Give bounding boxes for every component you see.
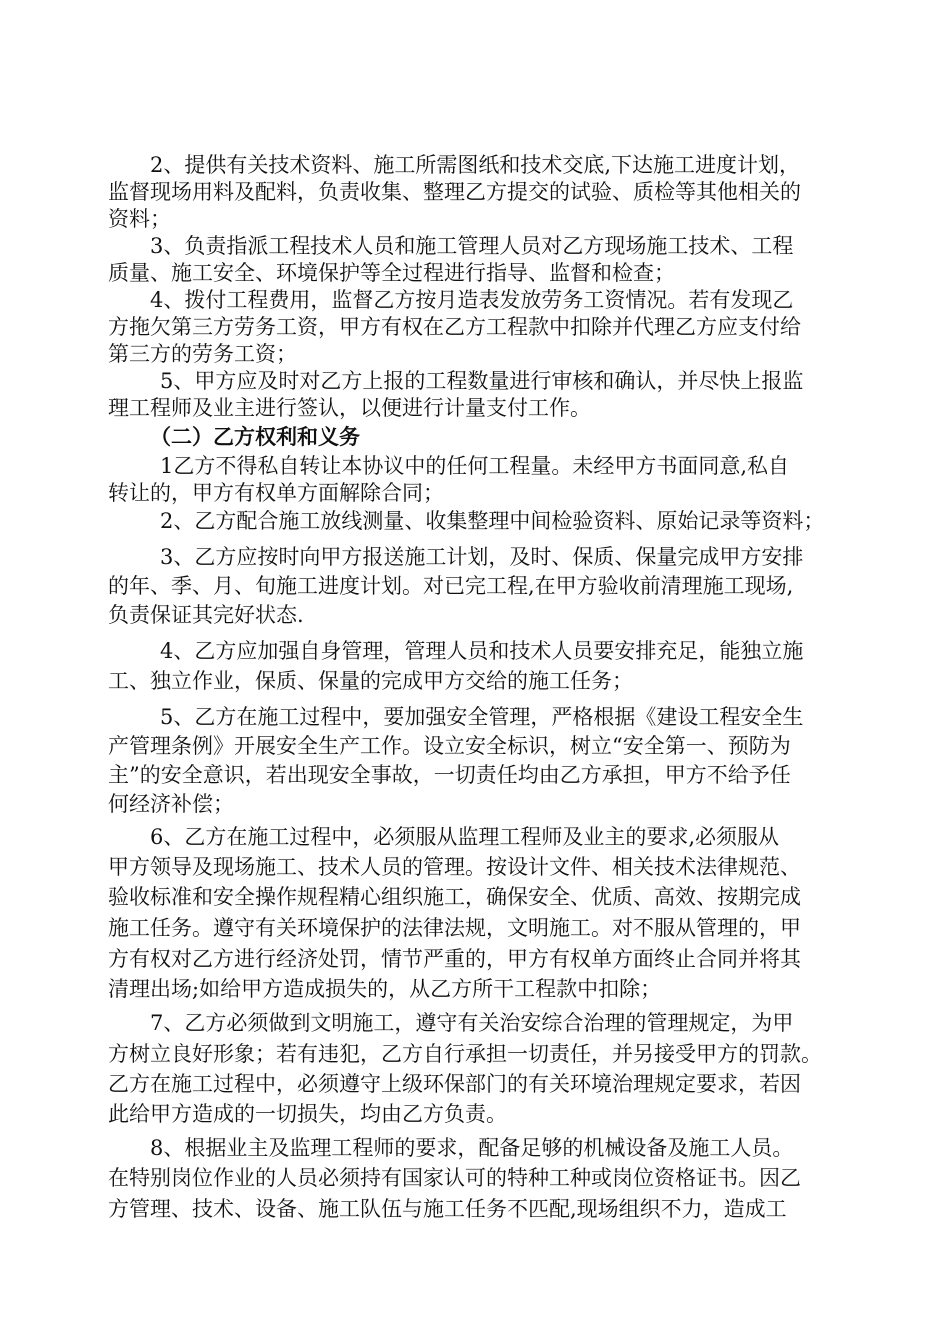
duty-5-line-1: 5、乙方在施工过程中，要加强安全管理，严格根据《建设工程安全生 — [160, 705, 804, 729]
duty-7-line-1: 7、乙方必须做到文明施工，遵守有关治安综合治理的管理规定，为甲 — [150, 1011, 794, 1035]
para-4-line-3: 第三方的劳务工资； — [108, 342, 297, 366]
duty-8-line-1: 8、根据业主及监理工程师的要求，配备足够的机械设备及施工人员。 — [150, 1136, 794, 1160]
duty-6-line-4: 施工任务。遵守有关环境保护的法律法规，文明施工。对不服从管理的，甲 — [108, 916, 801, 940]
section-heading: （二）乙方权利和义务 — [150, 425, 360, 449]
duty-4-line-1: 4、乙方应加强自身管理，管理人员和技术人员要安排充足，能独立施 — [160, 639, 804, 663]
duty-3-line-3: 负责保证其完好状态. — [108, 603, 304, 627]
duty-5-line-4: 何经济补偿； — [108, 792, 234, 816]
duty-1-line-1: 1乙方不得私自转让本协议中的任何工程量。未经甲方书面同意,私自 — [160, 454, 790, 478]
duty-6-line-2: 甲方领导及现场施工、技术人员的管理。按设计文件、相关技术法律规范、 — [108, 855, 801, 879]
para-2-line-1: 2、提供有关技术资料、施工所需图纸和技术交底,下达施工进度计划， — [150, 153, 801, 177]
duty-3-line-1: 3、乙方应按时向甲方报送施工计划，及时、保质、保量完成甲方安排 — [160, 545, 804, 569]
para-5-line-1: 5、甲方应及时对乙方上报的工程数量进行审核和确认，并尽快上报监 — [160, 369, 804, 393]
duty-5-line-3: 主”的安全意识，若出现安全事故，一切责任均由乙方承担，甲方不给予任 — [108, 763, 791, 787]
duty-4-line-2: 工、独立作业，保质、保量的完成甲方交给的施工任务； — [108, 669, 633, 693]
para-2-line-2: 监督现场用料及配料，负责收集、整理乙方提交的试验、质检等其他相关的 — [108, 180, 801, 204]
duty-2-line-1: 2、乙方配合施工放线测量、收集整理中间检验资料、原始记录等资料； — [160, 509, 825, 533]
duty-7-line-3: 乙方在施工过程中，必须遵守上级环保部门的有关环境治理规定要求，若因 — [108, 1072, 801, 1096]
duty-1-line-2: 转让的，甲方有权单方面解除合同； — [108, 481, 444, 505]
duty-3-line-2: 的年、季、月、旬施工进度计划。对已完工程,在甲方验收前清理施工现场, — [108, 574, 794, 598]
duty-6-line-1: 6、乙方在施工过程中，必须服从监理工程师及业主的要求,必须服从 — [150, 825, 780, 849]
duty-6-line-3: 验收标准和安全操作规程精心组织施工，确保安全、优质、高效、按期完成 — [108, 885, 801, 909]
duty-8-line-3: 方管理、技术、设备、施工队伍与施工任务不匹配,现场组织不力，造成工 — [108, 1197, 787, 1221]
para-5-line-2: 理工程师及业主进行签认，以便进行计量支付工作。 — [108, 396, 591, 420]
para-2-line-3: 资料； — [108, 207, 171, 231]
para-3-line-1: 3、负责指派工程技术人员和施工管理人员对乙方现场施工技术、工程 — [150, 234, 794, 258]
duty-6-line-6: 清理出场;如给甲方造成损失的，从乙方所干工程款中扣除； — [108, 977, 662, 1001]
duty-7-line-2: 方树立良好形象；若有违犯，乙方自行承担一切责任，并另接受甲方的罚款。 — [108, 1042, 822, 1066]
duty-5-line-2: 产管理条例》开展安全生产工作。设立安全标识，树立“安全第一、预防为 — [108, 734, 791, 758]
para-4-line-1: 4、拨付工程费用，监督乙方按月造表发放劳务工资情况。若有发现乙 — [150, 288, 794, 312]
duty-7-line-4: 此给甲方造成的一切损失，均由乙方负责。 — [108, 1102, 507, 1126]
para-4-line-2: 方拖欠第三方劳务工资，甲方有权在乙方工程款中扣除并代理乙方应支付给 — [108, 315, 801, 339]
duty-6-line-5: 方有权对乙方进行经济处罚，情节严重的，甲方有权单方面终止合同并将其 — [108, 947, 801, 971]
para-3-line-2: 质量、施工安全、环境保护等全过程进行指导、监督和检查； — [108, 261, 675, 285]
duty-8-line-2: 在特别岗位作业的人员必须持有国家认可的特种工种或岗位资格证书。因乙 — [108, 1166, 801, 1190]
